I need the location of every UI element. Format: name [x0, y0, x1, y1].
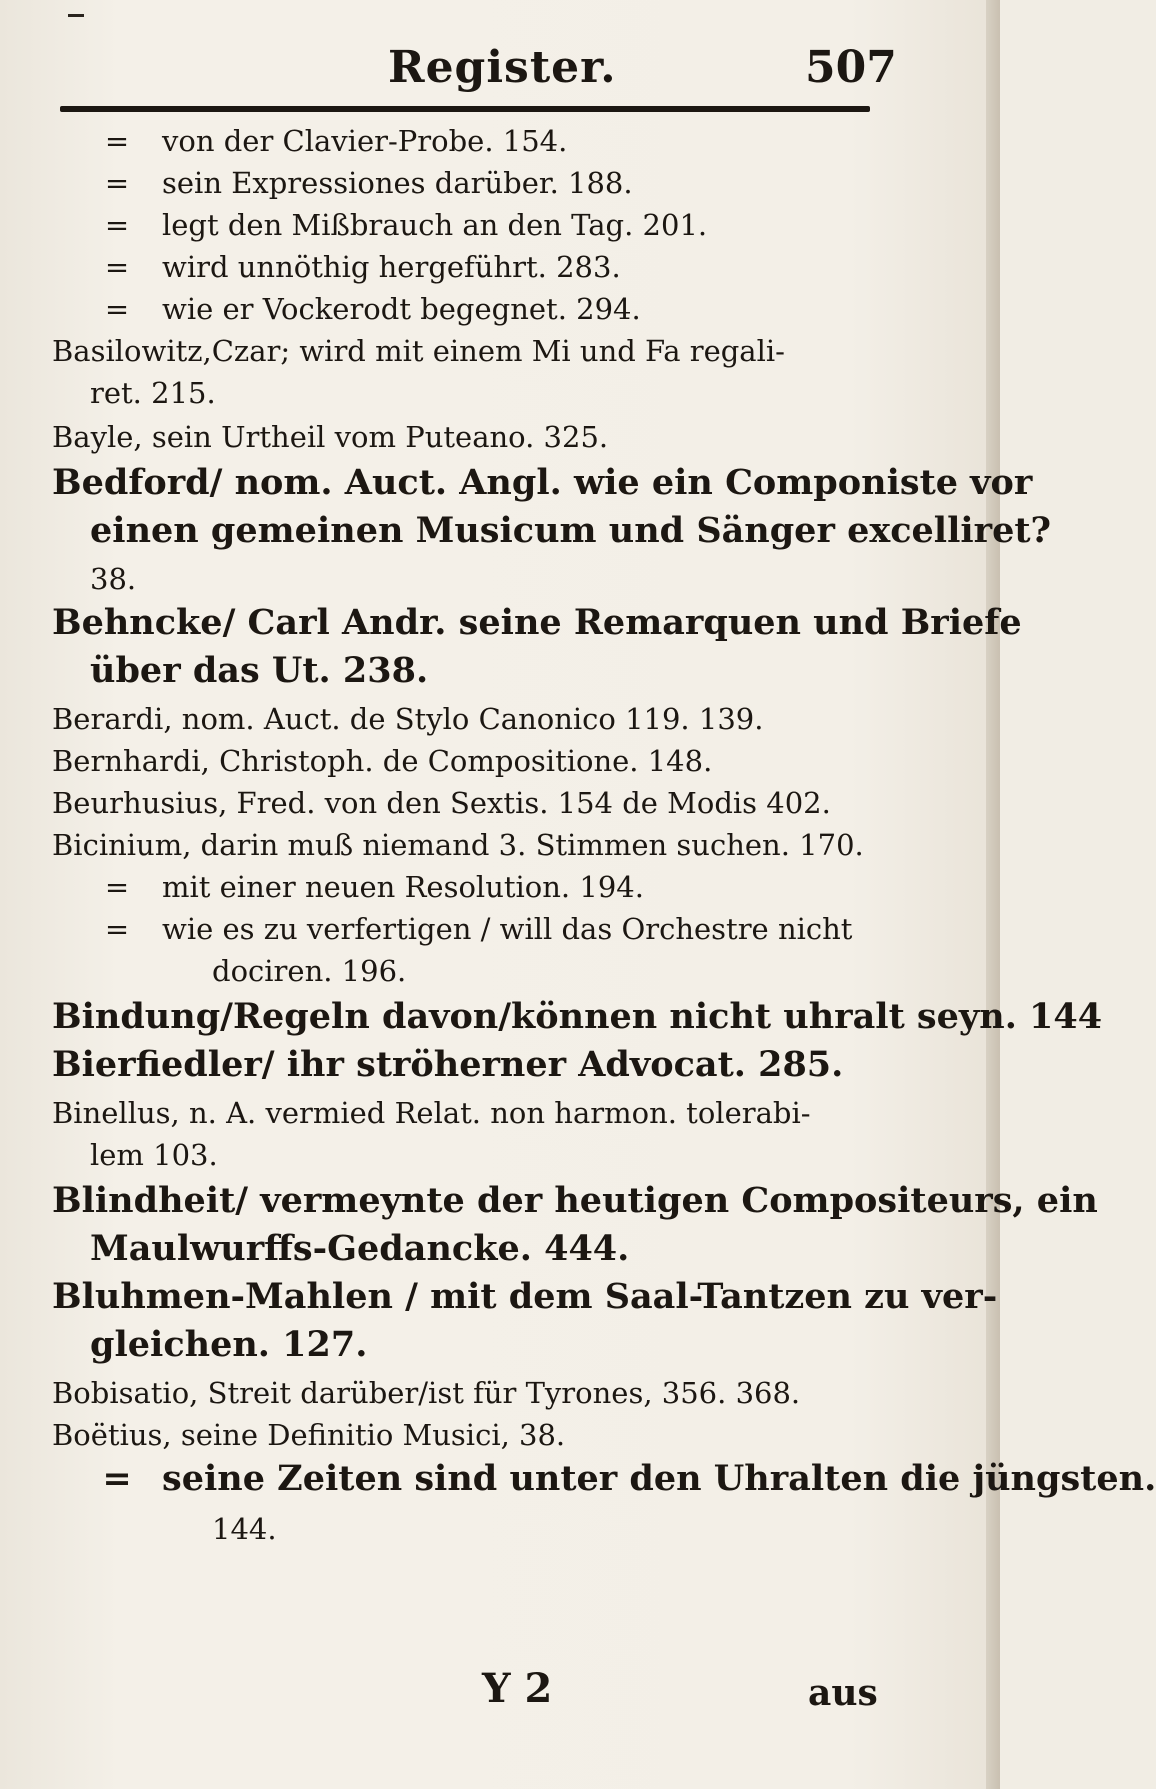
index-line: einen gemeinen Musicum und Sänger excelliret? [90, 510, 1052, 551]
index-line: Bicinium, darin muß niemand 3. Stimmen suchen. 170. [52, 828, 864, 862]
index-line: über das Ut. 238. [90, 650, 429, 691]
index-line: Binellus, n. A. vermied Relat. non harmon. tolerabi- [52, 1096, 811, 1130]
ditto-mark: = [104, 250, 130, 284]
index-line: Maulwurffs-Gedancke. 444. [90, 1228, 630, 1269]
header-rule [60, 106, 870, 112]
index-line: = mit einer neuen Resolution. 194. [52, 866, 644, 908]
ditto-mark: = [104, 166, 130, 200]
index-line: Bindung/Regeln davon/können nicht uhralt seyn. 144 [52, 996, 1103, 1037]
ditto-mark: = [104, 292, 130, 326]
index-line: = wird unnöthig hergeführt. 283. [52, 246, 621, 288]
signature-mark: Y 2 [482, 1665, 553, 1712]
index-line: Blindheit/ vermeynte der heutigen Compositeurs, ein [52, 1180, 1098, 1221]
index-line: = wie es zu verfertigen / will das Orchestre nicht [52, 908, 852, 950]
ditto-mark: = [102, 1458, 132, 1499]
running-head: Register. [388, 42, 617, 93]
index-line: = seine Zeiten sind unter den Uhralten die jüngsten. [52, 1458, 1156, 1500]
index-line: Bobisatio, Streit darüber/ist für Tyrones, 356. 368. [52, 1376, 801, 1410]
index-line: dociren. 196. [212, 954, 407, 988]
index-line: gleichen. 127. [90, 1324, 368, 1365]
catchword: aus [808, 1672, 878, 1714]
ditto-mark: = [104, 208, 130, 242]
index-line: Behncke/ Carl Andr. seine Remarquen und Briefe [52, 602, 1022, 643]
index-line: Berardi, nom. Auct. de Stylo Canonico 119. 139. [52, 702, 764, 736]
index-line: Boëtius, seine Definitio Musici, 38. [52, 1418, 566, 1452]
index-line: lem 103. [90, 1138, 218, 1172]
printers-mark [68, 14, 84, 17]
index-line: = legt den Mißbrauch an den Tag. 201. [52, 204, 707, 246]
index-line: = wie er Vockerodt begegnet. 294. [52, 288, 641, 330]
ditto-mark: = [104, 124, 130, 158]
index-line: Bierfiedler/ ihr ströherner Advocat. 285. [52, 1044, 844, 1085]
ditto-mark: = [104, 870, 130, 904]
index-line: Bedford/ nom. Auct. Angl. wie ein Componiste vor [52, 462, 1033, 503]
index-line: 144. [212, 1512, 277, 1546]
index-line: 38. [90, 562, 137, 596]
index-line: Bernhardi, Christoph. de Compositione. 148. [52, 744, 713, 778]
index-line: ret. 215. [90, 376, 216, 410]
page-edge [986, 0, 1000, 1789]
index-line: Beurhusius, Fred. von den Sextis. 154 de Modis 402. [52, 786, 831, 820]
index-line: = sein Expressiones darüber. 188. [52, 162, 633, 204]
index-line: Basilowitz,Czar; wird mit einem Mi und Fa regali- [52, 334, 785, 368]
page-number: 507 [805, 42, 897, 93]
index-line: Bayle, sein Urtheil vom Puteano. 325. [52, 420, 609, 454]
index-line: Bluhmen-Mahlen / mit dem Saal-Tantzen zu ver- [52, 1276, 998, 1317]
ditto-mark: = [104, 912, 130, 946]
index-line: = von der Clavier-Probe. 154. [52, 120, 567, 162]
